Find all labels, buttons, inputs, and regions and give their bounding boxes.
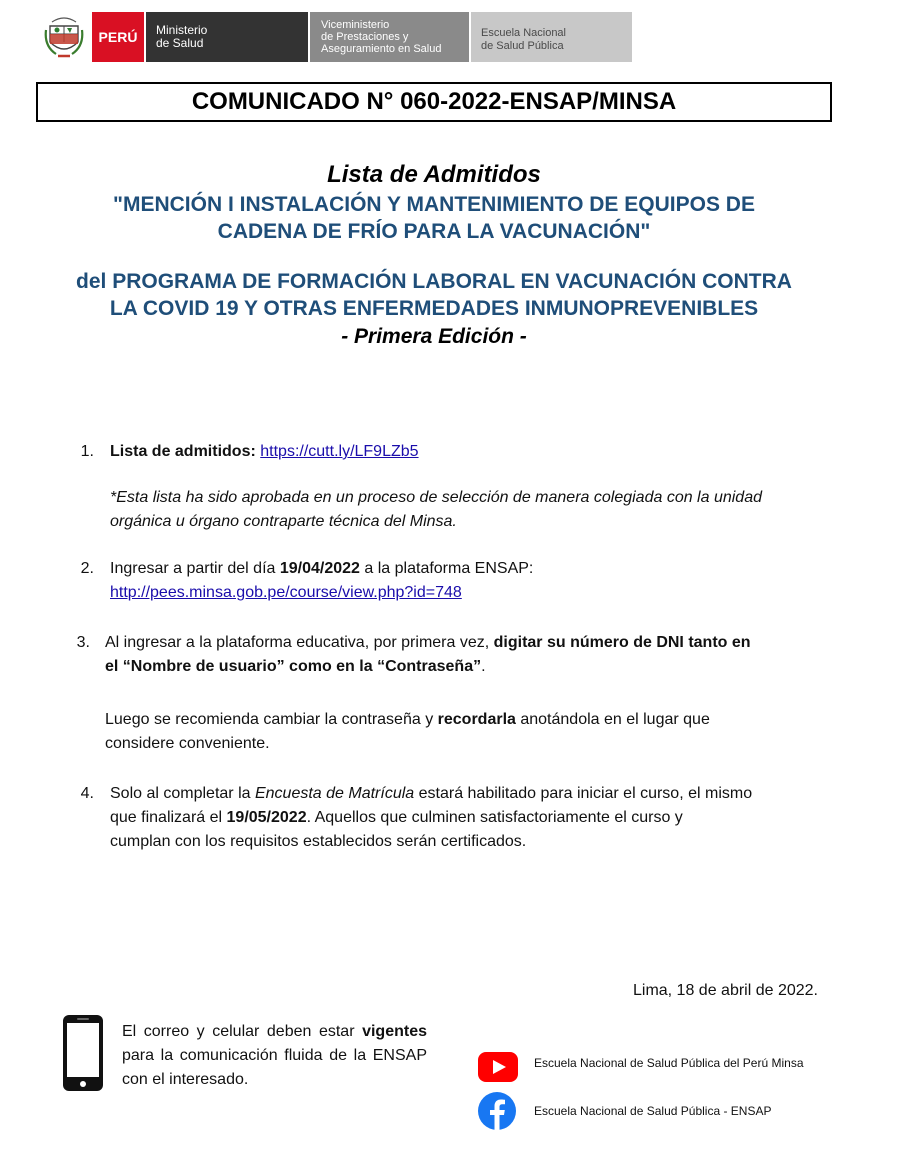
item-2-number: 2. bbox=[80, 560, 94, 577]
item-4-number: 4. bbox=[80, 785, 94, 802]
contact-note-text-b: para la comunicación fluida de la ENSAP con el interesado. bbox=[122, 1047, 427, 1088]
vice-line1: Viceministerio bbox=[321, 19, 390, 31]
mobile-phone-icon bbox=[62, 1014, 104, 1092]
item-3-p2-bold: recordarla bbox=[437, 711, 516, 728]
item-3-bold-b: el “Nombre de usuario” como en la “Contraseña” bbox=[105, 658, 482, 675]
item-4-text-b: estará habilitado para iniciar el curso, el mismo bbox=[414, 785, 753, 802]
program-line1 bbox=[30, 268, 838, 295]
place-date: Lima, 18 de abril de 2022. bbox=[632, 982, 818, 999]
ministerio-line2: de Salud bbox=[156, 36, 204, 50]
peru-coat-of-arms-icon bbox=[44, 12, 84, 60]
program-line1-text: PROGRAMA DE FORMACIÓN LABORAL EN VACUNACIÓN CONTRA bbox=[106, 270, 792, 293]
contact-note-bold: vigentes bbox=[362, 1023, 427, 1040]
item-1 bbox=[110, 440, 830, 464]
mention-line2: CADENA DE FRÍO PARA LA VACUNACIÓN" bbox=[217, 220, 651, 243]
item-3-paragraph-2 bbox=[105, 708, 835, 756]
item-1-note-line2: orgánica u órgano contraparte técnica del Minsa. bbox=[110, 513, 457, 530]
youtube-icon[interactable] bbox=[477, 1050, 519, 1084]
item-3-bold-a: digitar su número de DNI tanto en bbox=[493, 634, 751, 651]
item-4-line1 bbox=[110, 782, 840, 806]
list-heading: Lista de Admitidos bbox=[327, 161, 541, 188]
facebook-page-label[interactable]: Escuela Nacional de Salud Pública - ENSAP bbox=[534, 1104, 772, 1118]
item-2 bbox=[110, 557, 830, 605]
item-2-text-a: Ingresar a partir del día bbox=[110, 560, 280, 577]
item-3-line2 bbox=[105, 655, 835, 679]
item-3-text-a: Al ingresar a la plataforma educativa, por primera vez, bbox=[105, 634, 494, 651]
peru-label: PERÚ bbox=[98, 29, 138, 45]
program-heading bbox=[30, 268, 838, 322]
item-3 bbox=[105, 631, 835, 679]
item-4-line3: cumplan con los requisitos establecidos serán certificados. bbox=[110, 833, 527, 850]
item-4-text-a: Solo al completar la bbox=[110, 785, 255, 802]
item-4-line2 bbox=[110, 806, 840, 830]
admitted-list-link[interactable]: https://cutt.ly/LF9LZb5 bbox=[260, 443, 419, 460]
facebook-icon[interactable] bbox=[477, 1091, 517, 1131]
youtube-channel-label[interactable]: Escuela Nacional de Salud Pública del Perú Minsa bbox=[534, 1056, 804, 1070]
item-2-date: 19/04/2022 bbox=[279, 560, 360, 577]
item-4-line2-a: que finalizará el bbox=[110, 809, 227, 826]
program-prefix: del bbox=[76, 270, 107, 293]
item-3-p2-text-a: Luego se recomienda cambiar la contraseña y bbox=[105, 711, 438, 728]
item-3-line1 bbox=[105, 631, 835, 655]
ministerio-line1: Ministerio bbox=[156, 23, 208, 37]
item-3-text-b: . bbox=[481, 658, 486, 675]
item-2-text-b: a la plataforma ENSAP: bbox=[359, 560, 534, 577]
item-3-p2-line1 bbox=[105, 708, 835, 732]
communique-title bbox=[36, 82, 832, 122]
vice-line3: Aseguramiento en Salud bbox=[321, 43, 442, 55]
vice-line2: de Prestaciones y bbox=[321, 31, 409, 43]
edition-heading: - Primera Edición - bbox=[341, 325, 527, 348]
item-3-number: 3. bbox=[76, 634, 90, 651]
peru-logo bbox=[92, 12, 144, 62]
communique-title-text: COMUNICADO N° 060-2022-ENSAP/MINSA bbox=[191, 88, 677, 115]
contact-note-text-a: El correo y celular deben estar bbox=[122, 1023, 363, 1040]
item-3-p2-line2: considere conveniente. bbox=[105, 735, 270, 752]
item-1-label: Lista de admitidos: bbox=[110, 443, 256, 460]
mention-heading bbox=[30, 191, 838, 245]
contact-note bbox=[122, 1020, 427, 1092]
program-line2: LA COVID 19 Y OTRAS ENFERMEDADES INMUNOPREVENIBLES bbox=[109, 297, 759, 320]
item-1-number: 1. bbox=[80, 443, 94, 460]
item-4-italic: Encuesta de Matrícula bbox=[254, 785, 415, 802]
ministerio-logo bbox=[146, 12, 308, 62]
item-4-line2-b: . Aquellos que culminen satisfactoriamente el curso y bbox=[306, 809, 683, 826]
item-3-p2-text-b: anotándola en el lugar que bbox=[515, 711, 710, 728]
ensap-platform-link[interactable]: http://pees.minsa.gob.pe/course/view.php?id=748 bbox=[110, 584, 462, 601]
item-4 bbox=[110, 782, 840, 854]
ensap-line2: de Salud Pública bbox=[481, 40, 564, 52]
item-1-note bbox=[110, 486, 840, 534]
mention-line1: "MENCIÓN I INSTALACIÓN Y MANTENIMIENTO DE EQUIPOS DE bbox=[113, 193, 755, 216]
item-2-line1 bbox=[110, 557, 830, 581]
ensap-line1: Escuela Nacional bbox=[481, 27, 566, 39]
item-4-date: 19/05/2022 bbox=[226, 809, 307, 826]
item-1-note-line1: *Esta lista ha sido aprobada en un proceso de selección de manera colegiada con la unidad bbox=[110, 489, 762, 506]
viceministerio-logo bbox=[310, 12, 469, 62]
ensap-logo bbox=[471, 12, 632, 62]
